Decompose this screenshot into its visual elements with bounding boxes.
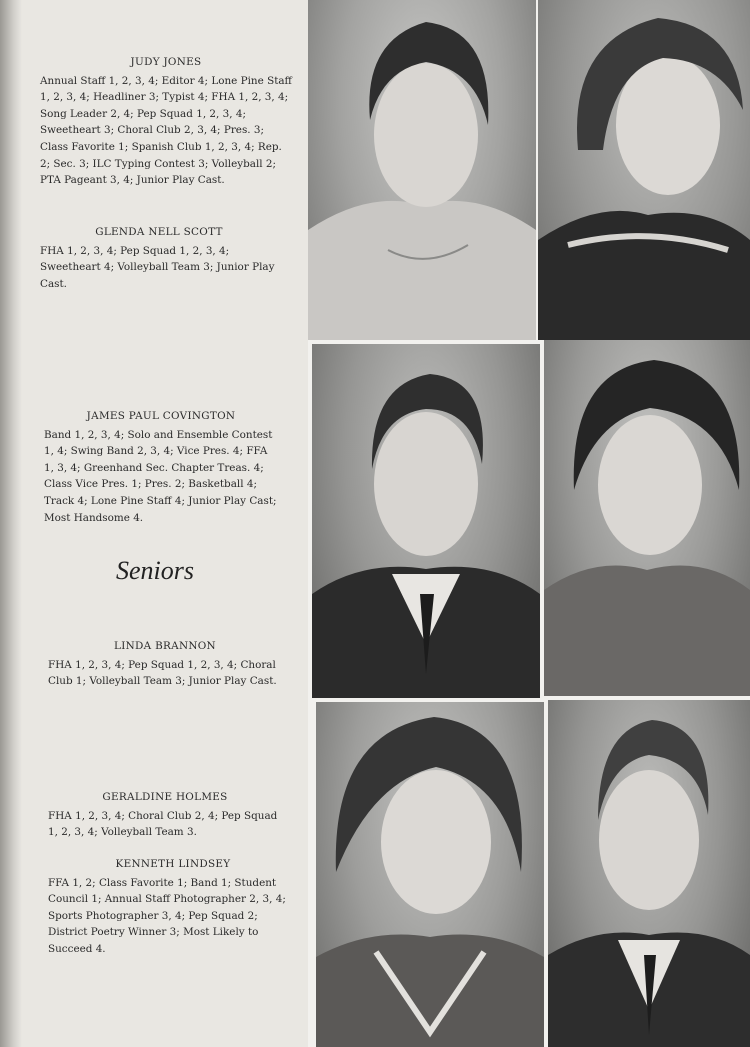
- bio-glenda-nell-scott: [40, 224, 278, 292]
- student-activities: FHA 1, 2, 3, 4; Pep Squad 1, 2, 3, 4; Choral Club 1; Volleyball Team 3; Junior Play Cast.: [48, 658, 277, 688]
- portrait-photo: [544, 340, 750, 696]
- student-name: KENNETH LINDSEY: [115, 858, 231, 870]
- biography-column: [0, 0, 306, 1047]
- student-activities: FHA 1, 2, 3, 4; Choral Club 2, 4; Pep Squad 1, 2, 3, 4; Volleyball Team 3.: [48, 809, 278, 839]
- portrait-photo: [538, 0, 750, 340]
- section-title: Seniors: [116, 556, 194, 585]
- student-activities: FFA 1, 2; Class Favorite 1; Band 1; Student Council 1; Annual Staff Photographer 2, 3, 4; Sports Photographer 3, 4; Pep Squad 2; District Poetry Winner 3; Most Likely to Succeed 4.: [48, 876, 286, 955]
- student-name: JUDY JONES: [130, 56, 202, 68]
- student-name: GERALDINE HOLMES: [102, 791, 228, 803]
- bio-james-paul-covington: [44, 408, 278, 526]
- portrait-photo: [548, 700, 750, 1047]
- bio-kenneth-lindsey: [48, 856, 298, 958]
- portrait-photo: [308, 0, 536, 340]
- student-activities: Band 1, 2, 3, 4; Solo and Ensemble Contest 1, 4; Swing Band 2, 3, 4; Vice Pres. 4; FFA 1, 3, 4; Greenhand Sec. Chapter Treas. 4; Class Vice Pres. 1; Pres. 2; Basketball 4; Track 4; Lone Pine Staff 4; Junior Play Cast; Most Handsome 4.: [44, 428, 277, 524]
- student-name: LINDA BRANNON: [114, 640, 216, 652]
- portrait-photo: [316, 702, 544, 1047]
- bio-linda-brannon: [48, 638, 282, 690]
- portrait-photo: [312, 344, 540, 698]
- student-activities: FHA 1, 2, 3, 4; Pep Squad 1, 2, 3, 4; Sweetheart 4; Volleyball Team 3; Junior Play Cast.: [40, 244, 275, 290]
- student-activities: Annual Staff 1, 2, 3, 4; Editor 4; Lone Pine Staff 1, 2, 3, 4; Headliner 3; Typist 4; FHA 1, 2, 3, 4; Song Leader 2, 4; Pep Squad 1, 2, 3, 4; Sweetheart 3; Choral Club 2, 3, 4; Pres. 3; Class Favorite 1; Spanish Club 1, 2, 3, 4; Rep. 2; Sec. 3; ILC Typing Contest 3; Volleyball 2; PTA Pageant 3, 4; Junior Play Cast.: [40, 74, 292, 187]
- portrait-grid: [308, 0, 750, 1047]
- bio-judy-jones: [40, 54, 292, 189]
- student-name: GLENDA NELL SCOTT: [95, 226, 223, 238]
- student-name: JAMES PAUL COVINGTON: [86, 410, 236, 422]
- bio-geraldine-holmes: [48, 789, 282, 841]
